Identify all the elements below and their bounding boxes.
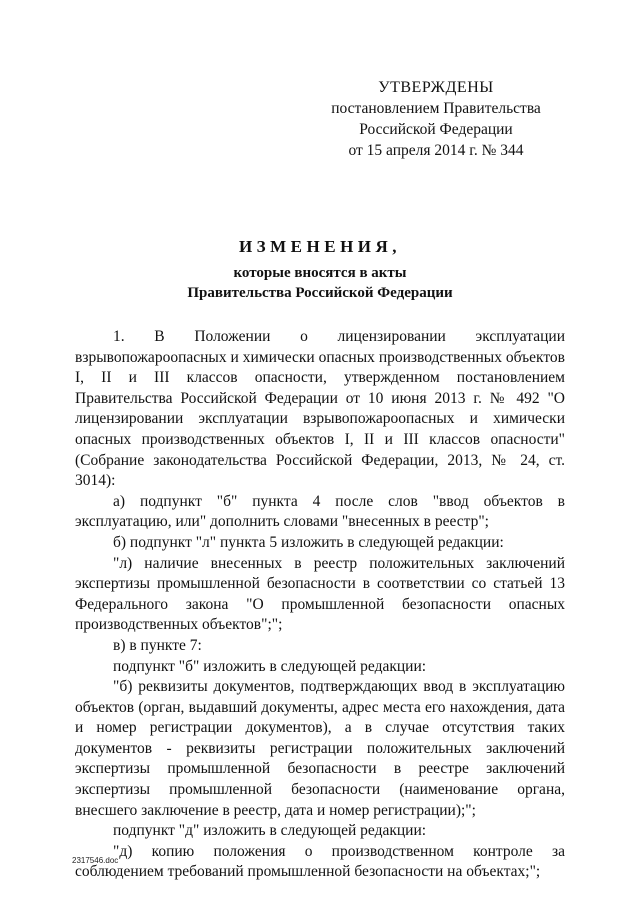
footer-file-name: 2317546.doc	[72, 856, 119, 865]
paragraph-subitem-v: в) в пункте 7:	[113, 636, 202, 654]
document-title: ИЗМЕНЕНИЯ,	[238, 237, 402, 256]
paragraph-quote-d: "д) копию положения о производственном контроле за соблюдением требований промышленной безопасности на объектах;";	[75, 842, 565, 881]
approval-label: УТВЕРЖДЕНЫ	[378, 79, 494, 96]
paragraph-subitem-a: а) подпункт "б" пункта 4 после слов "ввод объектов в эксплуатацию, или" дополнить словами "внесенных в реестр";	[75, 492, 565, 531]
approval-line-2: Российской Федерации	[359, 121, 513, 138]
paragraph-subitem-b: б) подпункт "л" пункта 5 изложить в следующей редакции:	[113, 533, 504, 551]
paragraph-quote-b: "б) реквизиты документов, подтверждающих ввод в эксплуатацию объектов (орган, выдавший документы, адрес места его нахождения, дата и номер регистрации документов), а в случае отсутствия таких документов - реквизиты регистрации положительных заключений экспертизы промышленной безопасности в реестре заключений экспертизы промышленной безопасности (наименование органа, внесшего заключение в реестр, дата и номер регистрации);";	[75, 678, 565, 819]
document-heading	[0, 237, 640, 303]
subtitle-line-2: Правительства Российской Федерации	[187, 285, 453, 301]
subtitle-line-1: которые вносятся в акты	[233, 265, 407, 281]
document-body	[75, 327, 565, 883]
paragraph-subpoint-b: подпункт "б" изложить в следующей редакции:	[113, 657, 427, 675]
document-subtitle	[0, 263, 640, 303]
paragraph-quote-l: "л) наличие внесенных в реестр положительных заключений экспертизы промышленной безопасности в соответствии со статьей 13 Федерального закона "О промышленной безопасности опасных производственных объектов";";	[75, 554, 565, 634]
paragraph-subpoint-d: подпункт "д" изложить в следующей редакции:	[113, 822, 427, 840]
approval-line-3: от 15 апреля 2014 г. № 344	[348, 142, 524, 159]
approval-stamp	[326, 77, 546, 161]
paragraph-item-1: 1. В Положении о лицензировании эксплуатации взрывопожароопасных и химически опасных производственных объектов I, II и III классов опасности, утвержденном постановлением Правительства Российской Федерации от 10 июня 2013 г. № 492 "О лицензировании эксплуатации взрывопожароопасных и химически опасных производственных объектов I, II и III классов опасности" (Собрание законодательства Российской Федерации, 2013, № 24, ст. 3014):	[75, 328, 565, 490]
approval-line-1: постановлением Правительства	[331, 100, 541, 117]
